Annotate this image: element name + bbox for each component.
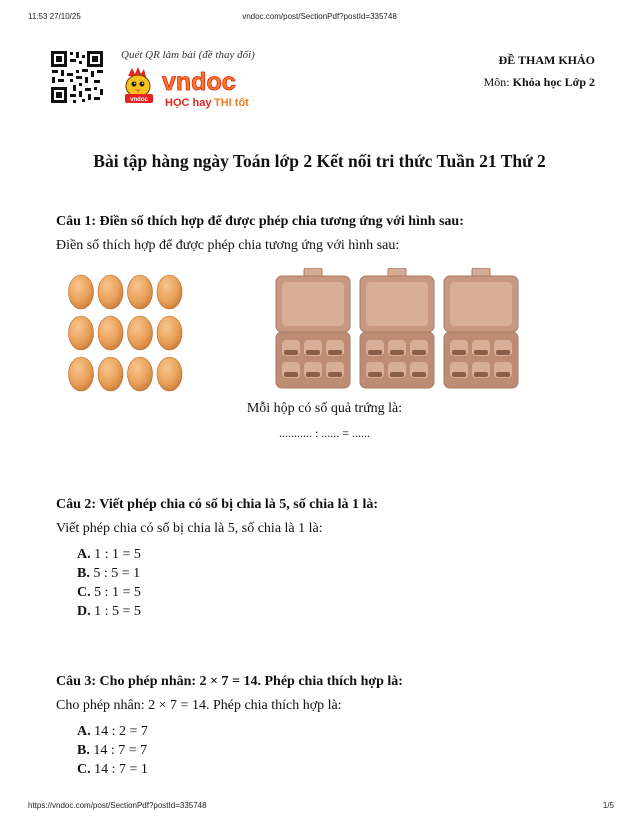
egg-icon [98,316,123,350]
subject-line [484,71,595,93]
answer-option[interactable]: B. 14 : 7 = 7 [77,743,148,758]
vndoc-logo[interactable] [122,64,272,110]
rooster-mascot-icon [125,67,153,103]
question-1-blank[interactable]: ........... : ...... = ...... [278,426,371,440]
question-2-text: Viết phép chia có số bị chia là 5, số chia là 1 là: [56,521,323,536]
footer-url: https://vndoc.com/post/SectionPdf?postId=335748 [28,801,207,810]
svg-text:vndoc: vndoc [130,97,148,103]
question-1-heading: Câu 1: Điền số thích hợp để được phép chia tương ứng với hình sau: [56,214,464,229]
egg-carton-icon [276,268,350,388]
egg-icon [69,357,94,391]
doc-meta [484,49,595,93]
answer-option[interactable]: A. 14 : 2 = 7 [77,724,148,739]
question-3-text: Cho phép nhân: 2 × 7 = 14. Phép chia thích hợp là: [56,698,342,713]
answer-option[interactable]: A. 1 : 1 = 5 [77,547,141,562]
eggs-illustration [66,273,186,393]
qr-caption: Quét QR làm bài (đề thay đổi) [121,49,255,61]
logo-slogan-1: HỌC hay [165,97,212,109]
egg-icon [98,275,123,309]
egg-icon [69,316,94,350]
doc-type: ĐỀ THAM KHẢO [498,53,595,67]
egg-icon [128,275,153,309]
egg-carton-icon [360,268,434,388]
answer-option[interactable]: C. 14 : 7 = 1 [77,762,148,777]
page-title: Bài tập hàng ngày Toán lớp 2 Kết nối tri thức Tuần 21 Thứ 2 [93,151,546,171]
egg-icon [69,275,94,309]
egg-icon [157,316,182,350]
egg-icon [157,357,182,391]
print-url: vndoc.com/post/SectionPdf?postId=335748 [242,12,397,21]
logo-slogan-2: THI tốt [214,97,249,109]
print-datetime: 11:53 27/10/25 [28,12,81,21]
question-2-heading: Câu 2: Viết phép chia có số bị chia là 5, số chia là 1 là: [56,497,379,512]
question-3-answers [77,722,148,779]
egg-icon [98,357,123,391]
egg-icon [157,275,182,309]
question-3-heading: Câu 3: Cho phép nhân: 2 × 7 = 14. Phép chia thích hợp là: [56,674,403,689]
answer-option[interactable]: C. 5 : 1 = 5 [77,585,141,600]
answer-option[interactable]: D. 1 : 5 = 5 [77,604,141,619]
subject-label: Môn: [483,75,513,89]
egg-icon [128,357,153,391]
question-2-answers [77,545,141,621]
egg-cartons-illustration [274,268,524,392]
answer-option[interactable]: B. 5 : 5 = 1 [77,566,141,581]
question-1-text: Điền số thích hợp để được phép chia tương ứng với hình sau: [56,238,400,253]
qr-code[interactable] [49,49,105,105]
question-1-caption: Mỗi hộp có số quả trứng là: [246,401,403,416]
page-number: 1/5 [602,801,614,810]
egg-carton-icon [444,268,518,388]
logo-wordmark: vndoc [162,68,236,96]
egg-icon [128,316,153,350]
subject-value: Khóa học Lớp 2 [512,75,595,89]
